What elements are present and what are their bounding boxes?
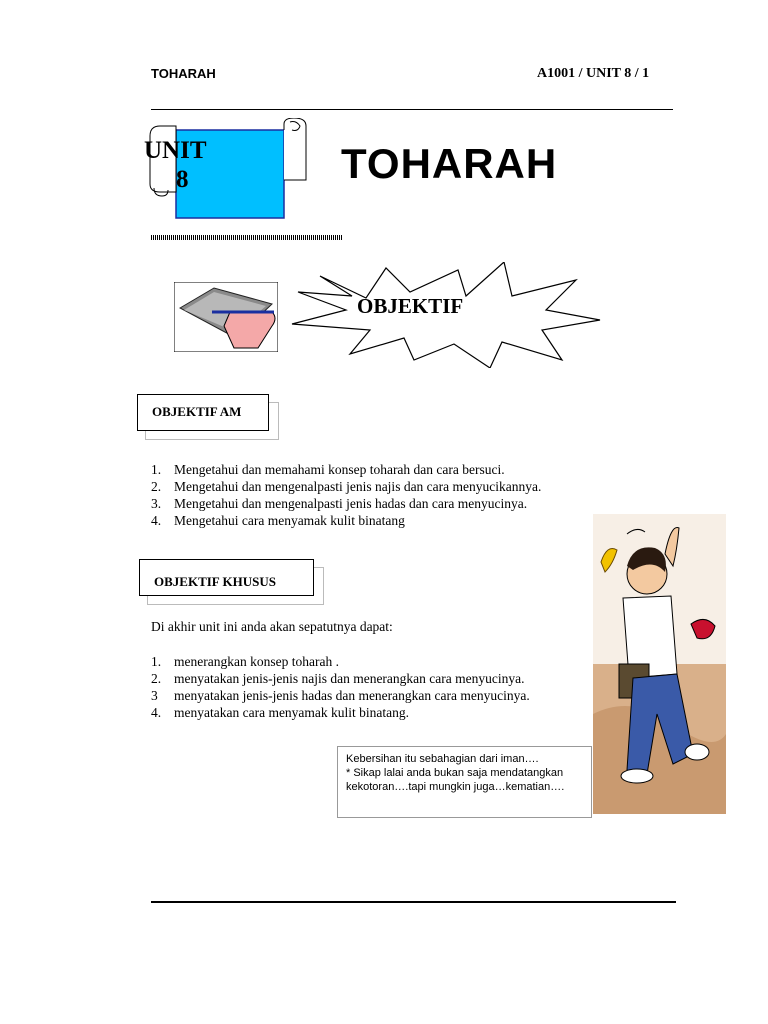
heading-objektif-khusus: OBJEKTIF KHUSUS (139, 559, 314, 596)
unit-number: 8 (176, 166, 189, 193)
slipping-student-illustration (593, 514, 726, 814)
list-item: 4. menyatakan cara menyamak kulit binatang. (151, 705, 410, 720)
list-item: 2. Mengetahui dan mengenalpasti jenis najis dan cara menyucikannya. (151, 479, 542, 494)
objektif-khusus-list (151, 653, 591, 721)
quote-line-2: * Sikap lalai anda bukan saja mendatangkan kekotoran….tapi mungkin juga…kematian…. (346, 767, 565, 793)
heading-objektif-am: OBJEKTIF AM (137, 394, 269, 431)
unit-word: UNIT (144, 137, 207, 164)
page-title: TOHARAH (341, 140, 558, 187)
unit-label (144, 136, 224, 194)
footer-rule (151, 901, 676, 903)
objektif-am-list (151, 461, 591, 529)
decorative-rule (151, 235, 343, 240)
objektif-khusus-intro: Di akhir unit ini anda akan sepatutnya dapat: (151, 619, 393, 634)
quote-box (337, 746, 592, 818)
header-course-title: TOHARAH (151, 66, 216, 81)
list-item: 3 menyatakan jenis-jenis hadas dan menerangkan cara menyucinya. (151, 688, 530, 703)
header-unit-code: A1001 / UNIT 8 / 1 (537, 66, 650, 81)
writing-hand-icon (174, 282, 278, 352)
list-item: 3. Mengetahui dan mengenalpasti jenis hadas dan cara menyucinya. (151, 496, 528, 511)
quote-line-1: Kebersihan itu sebahagian dari iman…. (346, 753, 539, 765)
header-rule (151, 109, 673, 110)
list-item: 2. menyatakan jenis-jenis najis dan menerangkan cara menyucinya. (151, 671, 525, 686)
list-item: 4. Mengetahui cara menyamak kulit binatang (151, 513, 405, 528)
list-item: 1. menerangkan konsep toharah . (151, 654, 339, 669)
objektif-banner-label: OBJEKTIF (357, 294, 464, 318)
list-item: 1. Mengetahui dan memahami konsep toharah dan cara bersuci. (151, 462, 505, 477)
